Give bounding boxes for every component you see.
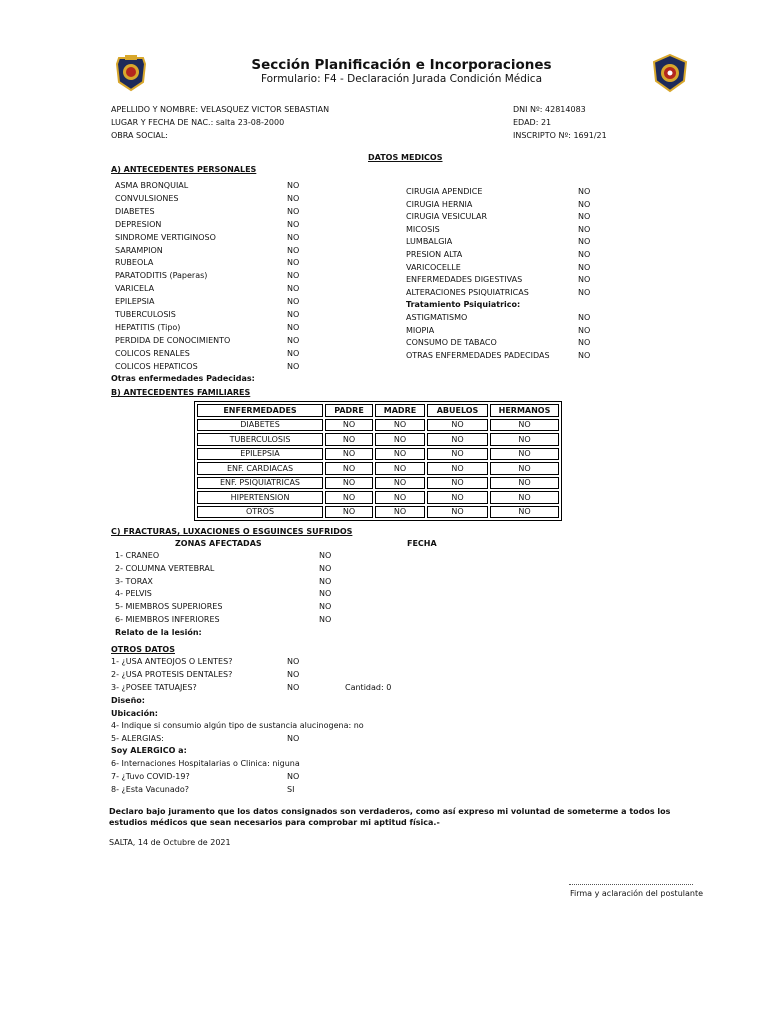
covid-question: 7- ¿Tuvo COVID-19? (111, 772, 190, 781)
cell-disease: DIABETES (197, 419, 323, 432)
cell-disease: ENF. CARDIACAS (197, 462, 323, 475)
tattoos-quantity: Cantidad: 0 (345, 683, 392, 692)
personal-history-item-value: NO (578, 212, 591, 222)
fracture-item (115, 551, 349, 564)
fracture-item-label: 4- PELVIS (115, 589, 152, 599)
place-date: SALTA, 14 de Octubre de 2021 (109, 838, 231, 847)
cell-siblings: NO (490, 477, 559, 490)
personal-history-item (406, 275, 608, 288)
allergies-question: 5- ALERGIAS: (111, 734, 164, 743)
medical-data-heading: DATOS MEDICOS (368, 153, 443, 162)
fracture-item-value: NO (319, 576, 332, 586)
allergies-answer: NO (287, 734, 300, 743)
personal-history-item-value: NO (287, 297, 300, 307)
fracture-item-value: NO (319, 563, 332, 573)
page-title: Sección Planificación e Incorporaciones (251, 57, 552, 73)
cell-siblings: NO (490, 419, 559, 432)
col-header-siblings: HERMANOS (490, 404, 559, 417)
enrolled-number: INSCRIPTO Nº: 1691/21 (513, 131, 607, 140)
cell-grandparents: NO (427, 433, 488, 446)
personal-history-item (115, 336, 317, 349)
age: EDAD: 21 (513, 118, 552, 127)
personal-history-item-value: NO (287, 322, 300, 332)
personal-history-item (115, 194, 317, 207)
personal-history-item-value: NO (578, 250, 591, 259)
design-label: Diseño: (111, 696, 145, 705)
personal-history-item (406, 288, 608, 301)
personal-history-item-value: NO (287, 245, 300, 255)
personal-history-item (115, 207, 317, 220)
page-subtitle: Formulario: F4 - Declaración Jurada Condición Médica (260, 73, 543, 85)
fracture-item-label: 2- COLUMNA VERTEBRAL (115, 563, 215, 573)
personal-history-item (115, 233, 317, 246)
personal-history-item (406, 338, 608, 351)
table-row (197, 506, 559, 519)
fracture-item-value: NO (319, 602, 332, 612)
table-row (197, 433, 559, 446)
personal-history-item-value: NO (287, 310, 300, 319)
personal-history-item-value: NO (287, 361, 300, 371)
table-row (197, 477, 559, 490)
personal-history-item-label: LUMBALGIA (406, 237, 453, 247)
cell-father: NO (325, 433, 373, 446)
cell-grandparents: NO (427, 506, 488, 519)
personal-history-item (406, 263, 608, 276)
section-c-heading: C) FRACTURAS, LUXACIONES O ESGUINCES SUFRIDOS (111, 527, 353, 536)
sworn-declaration: Declaro bajo juramento que los datos consignados son verdaderos, como así expreso mi voluntad de someterme a todos los estudios médicos que sean necesarios para comprobar mi aptitud física.- (109, 807, 671, 827)
dentures-answer: NO (287, 670, 300, 679)
personal-history-item-value: NO (578, 187, 591, 196)
cell-mother: NO (375, 448, 425, 461)
cell-father: NO (325, 477, 373, 490)
personal-history-item-value: NO (287, 219, 300, 229)
personal-history-item-label: HEPATITIS (Tipo) (115, 322, 181, 332)
personal-history-item-value: NO (287, 335, 300, 345)
cell-siblings: NO (490, 506, 559, 519)
personal-history-item (115, 271, 317, 284)
personal-history-item (406, 225, 608, 238)
personal-history-item-label: ASTIGMATISMO (406, 313, 468, 322)
fracture-item (115, 564, 349, 577)
cell-siblings: NO (490, 448, 559, 461)
glasses-answer: NO (287, 657, 300, 666)
personal-history-item-value: NO (578, 199, 591, 209)
table-header-row (197, 404, 559, 417)
personal-history-item-value: NO (578, 338, 591, 348)
cell-father: NO (325, 448, 373, 461)
personal-history-item (115, 246, 317, 259)
vaccinated-question: 8- ¿Esta Vacunado? (111, 785, 189, 794)
personal-history-item (115, 323, 317, 336)
personal-history-item-value: NO (578, 224, 591, 234)
signature-caption: Firma y aclaración del postulante (570, 889, 704, 898)
fracture-item (115, 577, 349, 590)
personal-history-item-label: CONVULSIONES (115, 193, 179, 203)
personal-history-item (115, 362, 317, 375)
fracture-item (115, 615, 349, 628)
cell-mother: NO (375, 462, 425, 475)
personal-history-item (406, 250, 608, 263)
fracture-item-label: 3- TORAX (115, 576, 153, 586)
personal-history-item (115, 310, 317, 323)
fracture-item-label: 6- MIEMBROS INFERIORES (115, 615, 220, 624)
personal-history-item (115, 220, 317, 233)
dni: DNI Nº: 42814083 (513, 105, 586, 114)
fracture-item-value: NO (319, 615, 332, 624)
substance-question: 4- Indique si consumio algún tipo de sustancia alucinogena: no (111, 721, 364, 730)
personal-history-item-label: VARICELA (115, 284, 155, 294)
cell-disease: ENF. PSIQUIATRICAS (197, 477, 323, 490)
personal-history-item-label: COLICOS RENALES (115, 348, 190, 358)
allergic-to-label: Soy ALERGICO a: (111, 746, 187, 755)
family-history-table (194, 401, 562, 521)
fracture-item (115, 602, 349, 615)
personal-history-item-label: ENFERMEDADES DIGESTIVAS (406, 275, 523, 285)
cell-siblings: NO (490, 433, 559, 446)
cell-father: NO (325, 506, 373, 519)
cell-siblings: NO (490, 462, 559, 475)
cell-siblings: NO (490, 491, 559, 504)
cell-grandparents: NO (427, 491, 488, 504)
personal-history-item (115, 297, 317, 310)
personal-history-item (115, 181, 317, 194)
cell-mother: NO (375, 491, 425, 504)
personal-history-item-value: NO (578, 275, 591, 285)
cell-mother: NO (375, 506, 425, 519)
personal-history-item-value: NO (287, 271, 300, 281)
dentures-question: 2- ¿USA PROTESIS DENTALES? (111, 670, 233, 679)
fracture-item-label: 5- MIEMBROS SUPERIORES (115, 602, 223, 612)
personal-history-item-label: OTRAS ENFERMEDADES PADECIDAS (406, 350, 550, 360)
personal-history-item-label: VARICOCELLE (406, 262, 461, 272)
zones-header: ZONAS AFECTADAS (175, 539, 262, 548)
personal-history-item-label: DIABETES (115, 206, 155, 216)
cell-disease: EPILEPSIA (197, 448, 323, 461)
cell-grandparents: NO (427, 448, 488, 461)
location-label: Ubicación: (111, 709, 158, 718)
table-row (197, 462, 559, 475)
personal-history-item-value: NO (287, 258, 300, 268)
cell-mother: NO (375, 477, 425, 490)
fracture-item-value: NO (319, 589, 332, 599)
personal-history-item-value: NO (287, 206, 300, 216)
personal-history-item-label: CONSUMO DE TABACO (406, 338, 497, 348)
personal-history-item-value: NO (287, 181, 300, 190)
hospitalizations-question: 6- Internaciones Hospitalarias o Clinica: niguna (111, 759, 300, 768)
personal-history-item-label: MIOPIA (406, 325, 435, 335)
personal-history-item (406, 212, 608, 225)
personal-history-item-value: NO (578, 262, 591, 272)
signature-line (569, 884, 693, 885)
cell-disease: TUBERCULOSIS (197, 433, 323, 446)
personal-history-item-label: PERDIDA DE CONOCIMIENTO (115, 335, 231, 345)
personal-history-item-label: ASMA BRONQUIAL (115, 181, 189, 190)
personal-history-item-label: CIRUGIA APENDICE (406, 187, 483, 196)
cell-mother: NO (375, 433, 425, 446)
personal-history-item-value: NO (287, 348, 300, 358)
table-row (197, 491, 559, 504)
fracture-item (115, 589, 349, 602)
personal-history-item (406, 313, 608, 326)
cell-disease: HIPERTENSION (197, 491, 323, 504)
table-row (197, 419, 559, 432)
cell-grandparents: NO (427, 477, 488, 490)
personal-history-item-label: PARATODITIS (Paperas) (115, 271, 208, 281)
personal-history-item-value: NO (287, 193, 300, 203)
col-header-grandparents: ABUELOS (427, 404, 488, 417)
personal-history-item-label: EPILEPSIA (115, 297, 155, 307)
personal-history-item-label: RUBEOLA (115, 258, 154, 268)
personal-history-item-label: Tratamiento Psiquiatrico: (406, 300, 521, 310)
cell-father: NO (325, 462, 373, 475)
fracture-item-value: NO (319, 551, 332, 560)
personal-history-item (115, 284, 317, 297)
table-row (197, 448, 559, 461)
personal-history-item-label: CIRUGIA HERNIA (406, 199, 473, 209)
personal-history-item-value: NO (578, 287, 591, 297)
col-header-father: PADRE (325, 404, 373, 417)
fracture-item-label: 1- CRANEO (115, 551, 160, 560)
personal-history-item (406, 351, 608, 364)
other-diseases-label: Otras enfermedades Padecidas: (111, 374, 255, 383)
cell-father: NO (325, 491, 373, 504)
personal-history-item-label: ALTERACIONES PSIQUIATRICAS (406, 287, 529, 297)
personal-history-item (406, 326, 608, 339)
birth-place-date: LUGAR Y FECHA DE NAC.: salta 23-08-2000 (111, 118, 285, 127)
personal-history-item-label: CIRUGIA VESICULAR (406, 212, 488, 222)
col-header-mother: MADRE (375, 404, 425, 417)
covid-answer: NO (287, 772, 300, 781)
personal-history-item-value: NO (578, 237, 591, 247)
personal-history-item-label: COLICOS HEPATICOS (115, 361, 198, 371)
personal-history-item-value: NO (578, 313, 591, 322)
cell-father: NO (325, 419, 373, 432)
cell-grandparents: NO (427, 462, 488, 475)
col-header-diseases: ENFERMEDADES (197, 404, 323, 417)
personal-history-item-value: NO (578, 350, 591, 360)
personal-history-item (115, 349, 317, 362)
personal-history-item (115, 258, 317, 271)
personal-history-item-label: MICOSIS (406, 224, 440, 234)
cell-grandparents: NO (427, 419, 488, 432)
personal-history-item (406, 187, 608, 200)
personal-history-item (406, 300, 608, 313)
personal-history-item (406, 200, 608, 213)
injury-story-label: Relato de la lesión: (115, 628, 202, 637)
personal-history-item-value: NO (578, 325, 591, 335)
personal-history-item (406, 237, 608, 250)
vaccinated-answer: SI (287, 785, 295, 794)
other-data-heading: OTROS DATOS (111, 645, 175, 654)
personal-history-item-label: SINDROME VERTIGINOSO (115, 232, 216, 242)
personal-history-item-label: SARAMPION (115, 245, 163, 255)
personal-history-item-label: DEPRESION (115, 219, 162, 229)
insurance: OBRA SOCIAL: (111, 131, 168, 140)
personal-history-item-value: NO (287, 232, 300, 242)
cell-disease: OTROS (197, 506, 323, 519)
personal-history-item-label: TUBERCULOSIS (115, 310, 176, 319)
date-header: FECHA (407, 539, 437, 548)
section-a-heading: A) ANTECEDENTES PERSONALES (111, 165, 257, 174)
applicant-name: APELLIDO Y NOMBRE: VELASQUEZ VICTOR SEBASTIAN (111, 105, 330, 114)
personal-history-item-value: NO (287, 284, 300, 294)
personal-history-item-label: PRESION ALTA (406, 250, 463, 259)
section-b-heading: B) ANTECEDENTES FAMILIARES (111, 388, 251, 397)
cell-mother: NO (375, 419, 425, 432)
tattoos-answer: NO (287, 683, 300, 692)
glasses-question: 1- ¿USA ANTEOJOS O LENTES? (111, 657, 233, 666)
tattoos-question: 3- ¿POSEE TATUAJES? (111, 683, 197, 692)
